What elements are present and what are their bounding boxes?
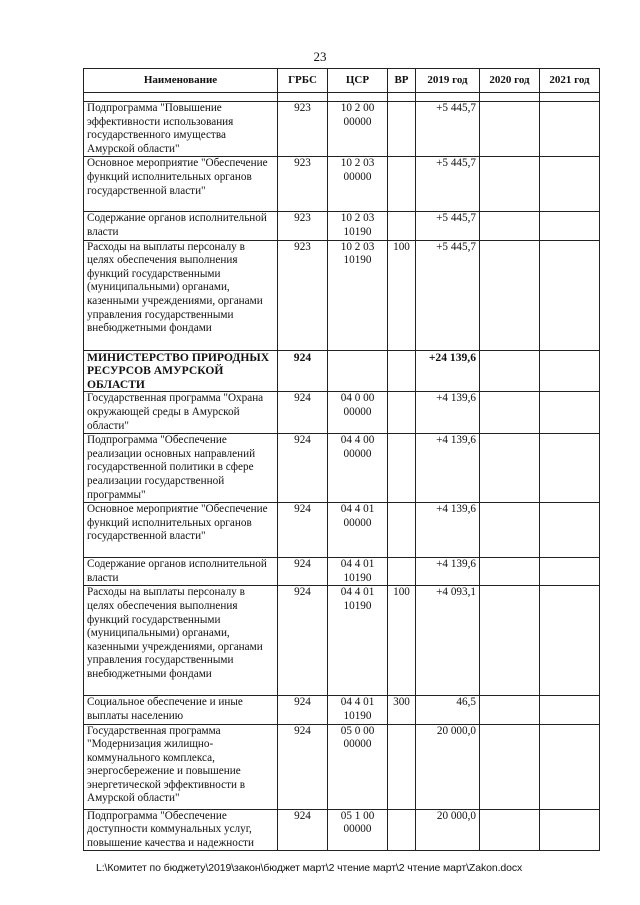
cell-y2020 — [480, 809, 540, 851]
cell-y2020 — [480, 350, 540, 392]
cell-y2019: 20 000,0 — [416, 809, 480, 851]
cell-grbs: 924 — [278, 350, 328, 392]
cell-csr: 04 0 00 00000 — [328, 392, 388, 434]
cell-y2020 — [480, 503, 540, 558]
cell-grbs: 923 — [278, 102, 328, 157]
table-row — [84, 434, 600, 503]
header-2021: 2021 год — [540, 69, 600, 93]
budget-table — [83, 68, 600, 851]
table-header-row — [84, 69, 600, 93]
cell-y2021 — [540, 503, 600, 558]
cell-vr — [388, 102, 416, 157]
cell-vr: 100 — [388, 586, 416, 696]
cell-y2021 — [540, 558, 600, 586]
cell-y2019: +5 445,7 — [416, 102, 480, 157]
header-name: Наименование — [84, 69, 278, 93]
cell-name: Подпрограмма "Повышение эффективности использования государственного имущества Амурской области" — [84, 102, 278, 157]
cell-vr — [388, 157, 416, 212]
cell-grbs: 924 — [278, 696, 328, 724]
cell-y2019: +5 445,7 — [416, 157, 480, 212]
cell-y2020 — [480, 724, 540, 809]
cell-name: МИНИСТЕРСТВО ПРИРОДНЫХ РЕСУРСОВ АМУРСКОЙ ОБЛАСТИ — [84, 350, 278, 392]
footer-file-path: L:\Комитет по бюджету\2019\закон\бюджет март\2 чтение март\2 чтение март\Zakon.docx — [96, 862, 523, 874]
table-row — [84, 809, 600, 851]
header-2019: 2019 год — [416, 69, 480, 93]
cell-y2021 — [540, 724, 600, 809]
cell-name: Расходы на выплаты персоналу в целях обеспечения выполнения функций государственными (муниципальными) органами, казенными учреждениями, органами управления государственными внебюджетными фондами — [84, 586, 278, 696]
cell-y2021 — [540, 240, 600, 350]
header-2020: 2020 год — [480, 69, 540, 93]
cell-name: Подпрограмма "Обеспечение реализации основных направлений государственной политики в сфере реализации государственной программы" — [84, 434, 278, 503]
cell-y2019: +5 445,7 — [416, 212, 480, 240]
cell-vr — [388, 503, 416, 558]
cell-csr: 10 2 03 00000 — [328, 157, 388, 212]
cell-grbs: 924 — [278, 392, 328, 434]
header-grbs: ГРБС — [278, 69, 328, 93]
cell-name: Государственная программа "Охрана окружающей среды в Амурской области" — [84, 392, 278, 434]
cell-name: Подпрограмма "Обеспечение доступности коммунальных услуг, повышение качества и надежности — [84, 809, 278, 851]
table-row — [84, 696, 600, 724]
cell-y2019: +5 445,7 — [416, 240, 480, 350]
cell-y2020 — [480, 392, 540, 434]
cell-csr: 04 4 01 10190 — [328, 696, 388, 724]
cell-y2019: +24 139,6 — [416, 350, 480, 392]
cell-vr — [388, 392, 416, 434]
cell-vr: 300 — [388, 696, 416, 724]
cell-grbs: 924 — [278, 809, 328, 851]
cell-csr: 05 0 00 00000 — [328, 724, 388, 809]
table-row — [84, 157, 600, 212]
cell-y2021 — [540, 102, 600, 157]
cell-grbs: 924 — [278, 558, 328, 586]
cell-y2020 — [480, 558, 540, 586]
cell-y2019: +4 093,1 — [416, 586, 480, 696]
table-row — [84, 586, 600, 696]
cell-y2021 — [540, 212, 600, 240]
cell-name: Социальное обеспечение и иные выплаты населению — [84, 696, 278, 724]
table-row-ministry — [84, 350, 600, 392]
cell-grbs: 924 — [278, 434, 328, 503]
cell-y2019: +4 139,6 — [416, 558, 480, 586]
header-csr: ЦСР — [328, 69, 388, 93]
cell-name: Расходы на выплаты персоналу в целях обеспечения выполнения функций государственными (муниципальными) органами, казенными учреждениями, органами управления государственными внебюджетными фондами — [84, 240, 278, 350]
cell-grbs: 923 — [278, 212, 328, 240]
cell-csr: 10 2 03 10190 — [328, 212, 388, 240]
cell-csr: 04 4 01 10190 — [328, 586, 388, 696]
table-row — [84, 102, 600, 157]
cell-y2020 — [480, 157, 540, 212]
cell-csr: 04 4 01 00000 — [328, 503, 388, 558]
cell-grbs: 924 — [278, 586, 328, 696]
header-gap-row — [84, 93, 600, 102]
table-row — [84, 392, 600, 434]
cell-vr — [388, 350, 416, 392]
cell-grbs: 924 — [278, 503, 328, 558]
table-row — [84, 212, 600, 240]
cell-csr: 05 1 00 00000 — [328, 809, 388, 851]
cell-y2020 — [480, 586, 540, 696]
cell-grbs: 924 — [278, 724, 328, 809]
cell-vr — [388, 212, 416, 240]
cell-y2021 — [540, 157, 600, 212]
cell-csr: 10 2 03 10190 — [328, 240, 388, 350]
cell-name: Содержание органов исполнительной власти — [84, 212, 278, 240]
cell-y2021 — [540, 434, 600, 503]
cell-y2019: +4 139,6 — [416, 503, 480, 558]
cell-grbs: 923 — [278, 240, 328, 350]
cell-y2019: +4 139,6 — [416, 392, 480, 434]
cell-y2019: +4 139,6 — [416, 434, 480, 503]
cell-vr — [388, 434, 416, 503]
cell-grbs: 923 — [278, 157, 328, 212]
page-number: 23 — [313, 49, 327, 64]
cell-vr: 100 — [388, 240, 416, 350]
cell-y2020 — [480, 240, 540, 350]
cell-y2021 — [540, 586, 600, 696]
table-row — [84, 503, 600, 558]
cell-name: Государственная программа "Модернизация жилищно-коммунального комплекса, энергосбережение и повышение энергетической эффективности в Амурской области" — [84, 724, 278, 809]
cell-vr — [388, 809, 416, 851]
cell-y2020 — [480, 102, 540, 157]
cell-vr — [388, 558, 416, 586]
table-row — [84, 724, 600, 809]
cell-csr: 04 4 01 10190 — [328, 558, 388, 586]
cell-y2019: 20 000,0 — [416, 724, 480, 809]
cell-y2019: 46,5 — [416, 696, 480, 724]
cell-y2021 — [540, 696, 600, 724]
cell-name: Содержание органов исполнительной власти — [84, 558, 278, 586]
cell-name: Основное мероприятие "Обеспечение функций исполнительных органов государственной власти" — [84, 503, 278, 558]
cell-vr — [388, 724, 416, 809]
table-row — [84, 558, 600, 586]
cell-y2020 — [480, 696, 540, 724]
cell-csr — [328, 350, 388, 392]
cell-y2020 — [480, 434, 540, 503]
cell-y2021 — [540, 350, 600, 392]
cell-y2020 — [480, 212, 540, 240]
cell-csr: 04 4 00 00000 — [328, 434, 388, 503]
cell-csr: 10 2 00 00000 — [328, 102, 388, 157]
table-row — [84, 240, 600, 350]
table-body — [84, 93, 600, 851]
cell-y2021 — [540, 809, 600, 851]
cell-y2021 — [540, 392, 600, 434]
header-vr: ВР — [388, 69, 416, 93]
cell-name: Основное мероприятие "Обеспечение функций исполнительных органов государственной власти" — [84, 157, 278, 212]
